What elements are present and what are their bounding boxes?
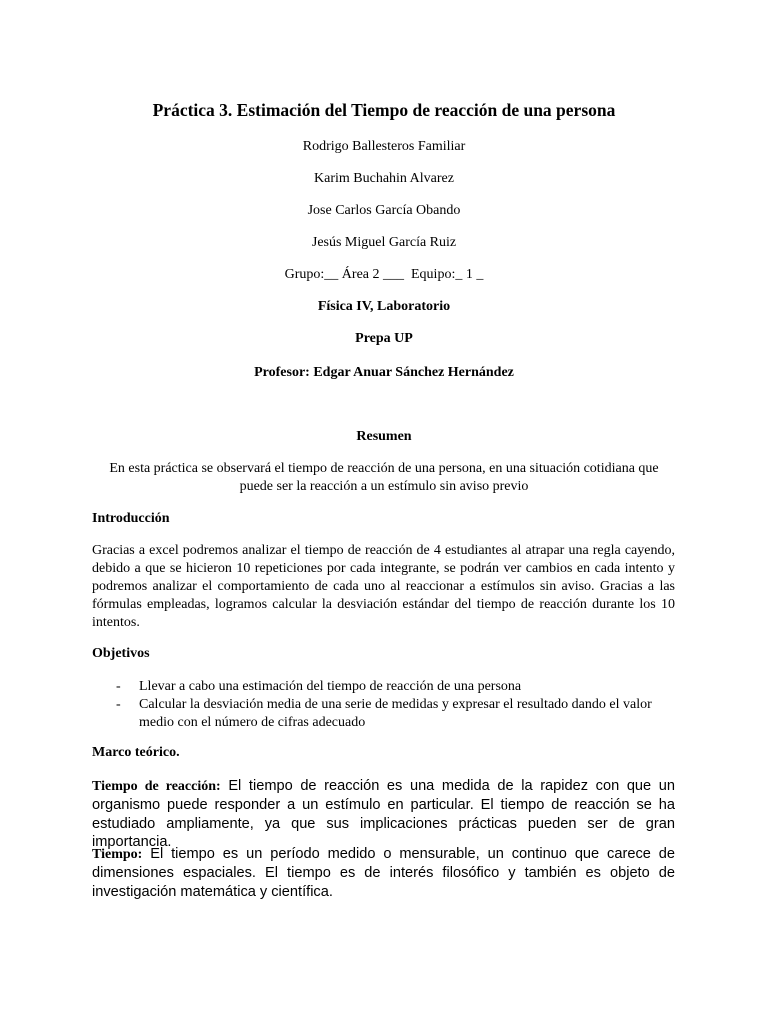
resumen-heading: Resumen [356, 429, 412, 444]
list-bullet: - [116, 679, 121, 694]
tiempo-term: Tiempo: [92, 847, 143, 862]
school-name: Prepa UP [355, 331, 413, 346]
marco-heading: Marco teórico. [92, 745, 180, 760]
author-4: Jesús Miguel García Ruiz [311, 235, 457, 250]
course-name: Física IV, Laboratorio [317, 299, 451, 314]
list-item [92, 696, 676, 732]
resumen-line-2: puede ser la reacción a un estímulo sin aviso previo [239, 479, 529, 494]
introduccion-text: Gracias a excel podremos analizar el tiempo de reacción de 4 estudiantes al atrapar una regla cayendo, debido a que se hicieron 10 repeticiones por cada integrante, se podrán ver cambios en cada intento y podremos analizar el comportamiento de cada uno al reaccionar a estímulos sin aviso. Gracias a las fórmulas empleadas, logramos calcular la desviación estándar del tiempo de reacción durante los 10 intentos. [92, 543, 675, 630]
introduccion-heading: Introducción [92, 511, 170, 526]
tiempo-reaccion-term: Tiempo de reacción: [92, 779, 221, 794]
author-3: Jose Carlos García Obando [307, 203, 461, 218]
list-item [92, 678, 676, 696]
list-bullet: - [116, 697, 121, 712]
group-line: Grupo:__ Área 2 ___ Equipo:_ 1 _ [284, 267, 484, 282]
objetivos-list [92, 678, 676, 732]
objetivo-1-text: Llevar a cabo una estimación del tiempo de reacción de una persona [139, 679, 522, 694]
objetivo-2-text: Calcular la desviación media de una serie de medidas y expresar el resultado dando el valor medio con el número de cifras adecuado [139, 697, 652, 730]
professor-name: Profesor: Edgar Anuar Sánchez Hernández [254, 365, 514, 380]
document-title: Práctica 3. Estimación del Tiempo de reacción de una persona [152, 100, 616, 120]
resumen-line-1: En esta práctica se observará el tiempo de reacción de una persona, en una situación cotidiana que [109, 461, 659, 476]
author-1: Rodrigo Ballesteros Familiar [302, 139, 466, 154]
objetivos-heading: Objetivos [92, 646, 150, 661]
resumen-text [92, 460, 676, 496]
tiempo-reaccion-text: El tiempo de reacción es una medida de la rapidez con que un organismo puede responder a un estímulo en particular. El tiempo de reacción se ha estudiado ampliamente, ya que sus implicaciones prácticas pueden ser de gran importancia. [92, 778, 676, 850]
tiempo-text: El tiempo es un período medido o mensurable, un continuo que carece de dimensiones espaciales. El tiempo es de interés filosófico y también es objeto de investigación matemática y científica. [92, 846, 675, 900]
author-2: Karim Buchahin Alvarez [314, 171, 454, 186]
tiempo-paragraph [92, 845, 675, 901]
tiempo-reaccion-paragraph [92, 777, 675, 851]
